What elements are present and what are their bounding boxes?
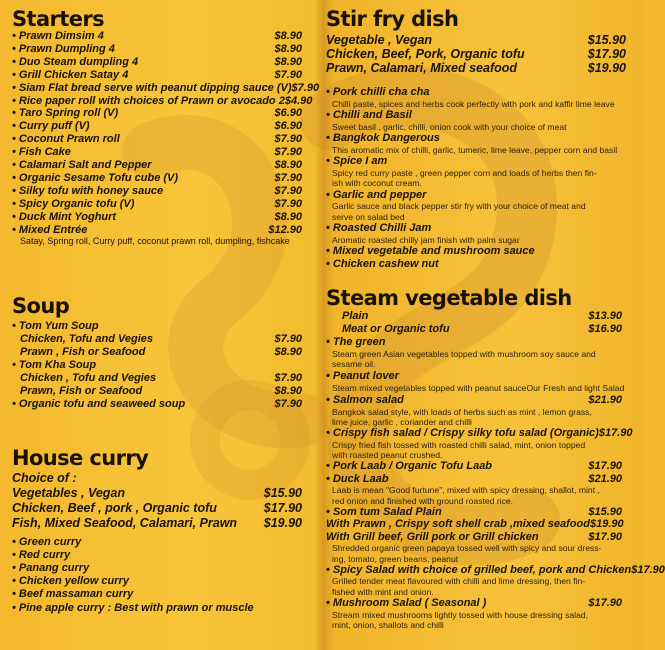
list-item bbox=[12, 81, 320, 95]
item-name: • Duck Laab bbox=[326, 472, 389, 485]
list-item bbox=[326, 132, 440, 145]
list-item bbox=[12, 146, 302, 159]
item-price: $7.90 bbox=[274, 68, 302, 81]
list-item bbox=[12, 172, 302, 185]
item-price: $13.90 bbox=[588, 310, 622, 322]
item-name: • Pine apple curry : Best with prawn or muscle bbox=[12, 602, 254, 614]
list-item bbox=[326, 563, 665, 577]
item-name: • Crispy fish salad / Crispy silky tofu salad (Organic) bbox=[326, 427, 599, 440]
item-name: • The green bbox=[326, 336, 386, 348]
item-price: $7.90 bbox=[274, 171, 302, 184]
item-name: Meat or Organic tofu bbox=[342, 323, 450, 335]
list-item bbox=[12, 159, 302, 172]
item-name: • Pork chilli cha cha bbox=[326, 86, 430, 98]
item-description: with roasted peanut crushed. bbox=[332, 449, 443, 460]
list-item bbox=[342, 323, 622, 336]
item-price: $7.90 bbox=[291, 81, 320, 94]
list-item bbox=[342, 310, 622, 323]
item-price: $12.90 bbox=[268, 223, 302, 236]
list-item bbox=[326, 109, 412, 122]
item-price: $8.90 bbox=[274, 385, 302, 397]
list-item bbox=[326, 189, 426, 202]
item-name: • Calamari Salt and Pepper bbox=[12, 159, 152, 171]
list-item bbox=[12, 398, 302, 411]
item-description: Stream mixed mushrooms lightly tossed with house dressing salad, bbox=[332, 609, 589, 620]
item-price: $7.90 bbox=[274, 184, 302, 197]
item-name: • Mushroom Salad ( Seasonal ) bbox=[326, 597, 487, 609]
item-name: • Salmon salad bbox=[326, 394, 404, 406]
item-price: $21.90 bbox=[588, 394, 622, 406]
list-item bbox=[326, 473, 622, 486]
item-price: $7.90 bbox=[274, 398, 302, 410]
list-item bbox=[12, 198, 302, 211]
list-item bbox=[20, 385, 302, 398]
list-item bbox=[12, 120, 302, 133]
list-item bbox=[12, 211, 302, 224]
item-description: Crispy fried fish tossed with roasted chilli salad, mint, onion topped bbox=[332, 439, 586, 450]
list-item bbox=[12, 549, 70, 562]
item-price: $19.90 bbox=[263, 516, 302, 530]
item-name: • Panang curry bbox=[12, 562, 90, 574]
item-name: • Organic tofu and seaweed soup bbox=[12, 398, 186, 410]
item-name: Chicken, Tofu and Vegies bbox=[20, 333, 154, 345]
item-name: • Mixed vegetable and mushroom sauce bbox=[326, 245, 535, 257]
list-item bbox=[12, 501, 302, 515]
item-name: • Peanut lover bbox=[326, 370, 399, 382]
list-item bbox=[12, 536, 81, 549]
item-description: serve on salad bed bbox=[332, 211, 405, 222]
stirfry-heading: Stir fry dish bbox=[326, 7, 459, 31]
item-price: $8.90 bbox=[274, 30, 302, 42]
item-price: $8.90 bbox=[274, 159, 302, 171]
item-price: $17.90 bbox=[587, 47, 626, 61]
item-price: $6.90 bbox=[274, 120, 302, 133]
item-description: Sweet basil , garlic, chilli, onion cook with your choice of meat bbox=[332, 121, 567, 132]
list-item bbox=[12, 224, 302, 237]
item-name: • Silky tofu with honey sauce bbox=[12, 184, 164, 197]
item-name: • Chicken cashew nut bbox=[326, 257, 439, 270]
item-name: • Tom Yum Soup bbox=[12, 320, 99, 332]
list-item bbox=[12, 69, 302, 82]
item-price: $17.90 bbox=[588, 597, 622, 609]
item-name: With Grill beef, Grill pork or Grill chicken bbox=[326, 530, 539, 543]
item-price: $17.90 bbox=[263, 501, 302, 515]
soup-heading: Soup bbox=[12, 294, 70, 318]
item-description: lime juice, garlic , coriander and chilli bbox=[332, 416, 472, 427]
item-price: $15.90 bbox=[587, 33, 626, 47]
item-name: • Bangkok Dangerous bbox=[326, 132, 440, 144]
item-price: $7.90 bbox=[274, 197, 302, 210]
item-price: $15.90 bbox=[263, 486, 302, 500]
item-price: $17.90 bbox=[598, 427, 633, 440]
item-description: red onion and finished with ground roasted rice. bbox=[332, 495, 514, 506]
list-item bbox=[326, 47, 626, 61]
item-description: ing, tomato, green beans, peanut bbox=[332, 553, 459, 564]
item-description: Chilli paste, spices and herbs cook perfectly with pork and kaffir lime leave bbox=[332, 98, 615, 109]
item-name: • Curry puff (V) bbox=[12, 120, 90, 133]
list-item bbox=[326, 245, 535, 258]
item-name: • Fish Cake bbox=[12, 146, 71, 159]
item-name: • Beef massaman curry bbox=[12, 588, 134, 600]
item-description: Grilled tender meat flavoured with chilli and lime dressing, then fin- bbox=[332, 576, 586, 587]
item-name: • Prawn Dimsim 4 bbox=[12, 30, 104, 42]
list-item bbox=[12, 516, 302, 530]
item-description: mint, onion, shallots and chilli bbox=[332, 619, 444, 630]
item-name: • Grill Chicken Satay 4 bbox=[12, 68, 129, 81]
item-description: ish with coconut cream. bbox=[332, 178, 422, 188]
choice-label: Choice of : bbox=[12, 471, 77, 485]
item-name: • Garlic and pepper bbox=[326, 188, 427, 201]
item-name: Chicken, Beef , pork , Organic tofu bbox=[12, 501, 217, 515]
list-item bbox=[12, 359, 302, 372]
list-item bbox=[326, 61, 626, 75]
item-name: • Chicken yellow curry bbox=[12, 575, 129, 587]
item-name: • Organic Sesame Tofu cube (V) bbox=[12, 171, 179, 184]
item-name: Vegetables , Vegan bbox=[12, 486, 126, 500]
item-name: • Green curry bbox=[12, 536, 82, 548]
item-description: Aromatic roasted chilly jam finish with palm sugar bbox=[332, 234, 520, 245]
item-name: Chicken , Tofu and Vegies bbox=[20, 372, 157, 384]
item-name: • Spicy Salad with choice of grilled beef, pork and Chicken bbox=[326, 563, 632, 576]
steam-heading: Steam vegetable dish bbox=[326, 286, 572, 310]
item-description: Spicy red curry paste , green pepper corn and loads of herbs then fin- bbox=[332, 167, 597, 178]
item-price: $4.90 bbox=[284, 94, 313, 107]
item-name: Fish, Mixed Seafood, Calamari, Prawn bbox=[12, 516, 238, 530]
list-item bbox=[326, 258, 439, 271]
item-name: Vegetable , Vegan bbox=[326, 33, 433, 47]
item-price: $8.90 bbox=[274, 210, 302, 223]
item-description: Satay, Spring roll, Curry puff, coconut prawn roll, dumpling, fishcake bbox=[20, 236, 290, 247]
starters-heading: Starters bbox=[12, 7, 105, 31]
list-item bbox=[12, 562, 89, 575]
item-name: Prawn , Fish or Seafood bbox=[20, 346, 146, 358]
item-description: Laab is mean "Good furtune", mixed with spicy dressing, shallot, mint , bbox=[332, 485, 600, 496]
item-price: $7.90 bbox=[274, 372, 302, 384]
list-item bbox=[326, 531, 622, 544]
item-name: With Prawn , Crispy soft shell crab ,mixed seafood bbox=[326, 518, 590, 531]
item-price: $7.90 bbox=[274, 133, 302, 146]
list-item bbox=[326, 155, 387, 168]
list-item bbox=[20, 333, 302, 346]
item-name: Chicken, Beef, Pork, Organic tofu bbox=[326, 47, 525, 61]
item-name: • Som tum Salad Plain bbox=[326, 505, 442, 518]
item-name: Prawn, Fish or Seafood bbox=[20, 385, 143, 397]
item-price: $7.90 bbox=[274, 333, 302, 345]
item-price: $6.90 bbox=[274, 107, 302, 120]
list-item bbox=[12, 320, 302, 333]
item-name: Prawn, Calamari, Mixed seafood bbox=[326, 61, 518, 75]
item-price: $21.90 bbox=[588, 472, 622, 485]
list-item bbox=[12, 133, 302, 146]
item-name: • Duck Mint Yoghurt bbox=[12, 210, 117, 223]
item-name: • Siam Flat bread serve with peanut dipping sauce (V) bbox=[12, 81, 292, 94]
item-description: This aromatic mix of chilli, garlic, tumeric, lime leave, pepper corn and basil bbox=[332, 144, 618, 155]
item-price: $8.90 bbox=[274, 55, 302, 68]
item-name: • Duo Steam dumpling 4 bbox=[12, 55, 139, 68]
list-item bbox=[326, 394, 622, 407]
list-item bbox=[326, 86, 430, 99]
item-name: • Chilli and Basil bbox=[326, 109, 412, 121]
item-name: • Spicy Organic tofu (V) bbox=[12, 197, 135, 210]
list-item bbox=[326, 597, 622, 610]
item-name: • Pork Laab / Organic Tofu Laab bbox=[326, 460, 493, 473]
list-item bbox=[326, 33, 626, 47]
item-price: $16.90 bbox=[588, 323, 622, 335]
list-item bbox=[12, 588, 133, 601]
item-description: Steam green Asian vegetables topped with mushroom soy sauce and bbox=[332, 349, 596, 359]
list-item bbox=[20, 346, 302, 359]
list-item bbox=[326, 518, 622, 531]
list-item bbox=[326, 506, 622, 519]
list-item bbox=[326, 370, 399, 383]
item-name: • Coconut Prawn roll bbox=[12, 133, 120, 146]
list-item bbox=[12, 602, 254, 615]
list-item bbox=[12, 486, 302, 500]
item-name: Plain bbox=[342, 310, 369, 322]
list-item bbox=[12, 56, 302, 69]
item-description: Shredded organic green papaya tossed well with spicy and sour dress- bbox=[332, 543, 602, 554]
item-name: • Taro Spring roll (V) bbox=[12, 107, 119, 120]
item-price: $17.90 bbox=[588, 530, 622, 543]
item-name: • Prawn Dumpling 4 bbox=[12, 42, 115, 55]
curry-heading: House curry bbox=[12, 446, 149, 470]
list-item bbox=[12, 43, 302, 56]
list-item bbox=[326, 427, 633, 440]
item-description: sesame oil. bbox=[332, 359, 376, 369]
item-price: $17.90 bbox=[588, 460, 622, 473]
item-name: • Red curry bbox=[12, 549, 71, 561]
item-description: Bangkok salad style, with loads of herbs such as mint , lemon grass, bbox=[332, 406, 592, 417]
list-item bbox=[12, 185, 302, 198]
item-name: • Tom Kha Soup bbox=[12, 359, 97, 371]
list-item bbox=[326, 336, 385, 349]
list-item bbox=[12, 107, 302, 120]
list-item bbox=[326, 222, 431, 235]
item-price: $17.90 bbox=[631, 563, 665, 576]
list-item bbox=[12, 94, 313, 108]
item-description: Steam mixed vegetables topped with peanut sauceOur Fresh and light Salad bbox=[332, 383, 625, 393]
item-price: $15.90 bbox=[588, 505, 622, 518]
list-item bbox=[20, 372, 302, 385]
item-price: $7.90 bbox=[274, 146, 302, 159]
item-description: Garlic sauce and black pepper stir fry with your choice of meat and bbox=[332, 201, 586, 211]
item-price: $8.90 bbox=[274, 42, 302, 55]
list-item bbox=[12, 575, 129, 588]
item-name: • Rice paper roll with choices of Prawn or avocado 2 bbox=[12, 94, 285, 107]
list-item bbox=[12, 30, 302, 43]
item-name: • Roasted Chilli Jam bbox=[326, 222, 432, 234]
item-price: $8.90 bbox=[274, 346, 302, 358]
list-item bbox=[326, 460, 622, 473]
item-price: $19.90 bbox=[589, 518, 624, 531]
item-price: $19.90 bbox=[587, 61, 626, 75]
item-name: • Mixed Entrée bbox=[12, 223, 88, 236]
item-description: fished with mint and onion. bbox=[332, 586, 434, 597]
item-name: • Spice I am bbox=[326, 155, 388, 167]
